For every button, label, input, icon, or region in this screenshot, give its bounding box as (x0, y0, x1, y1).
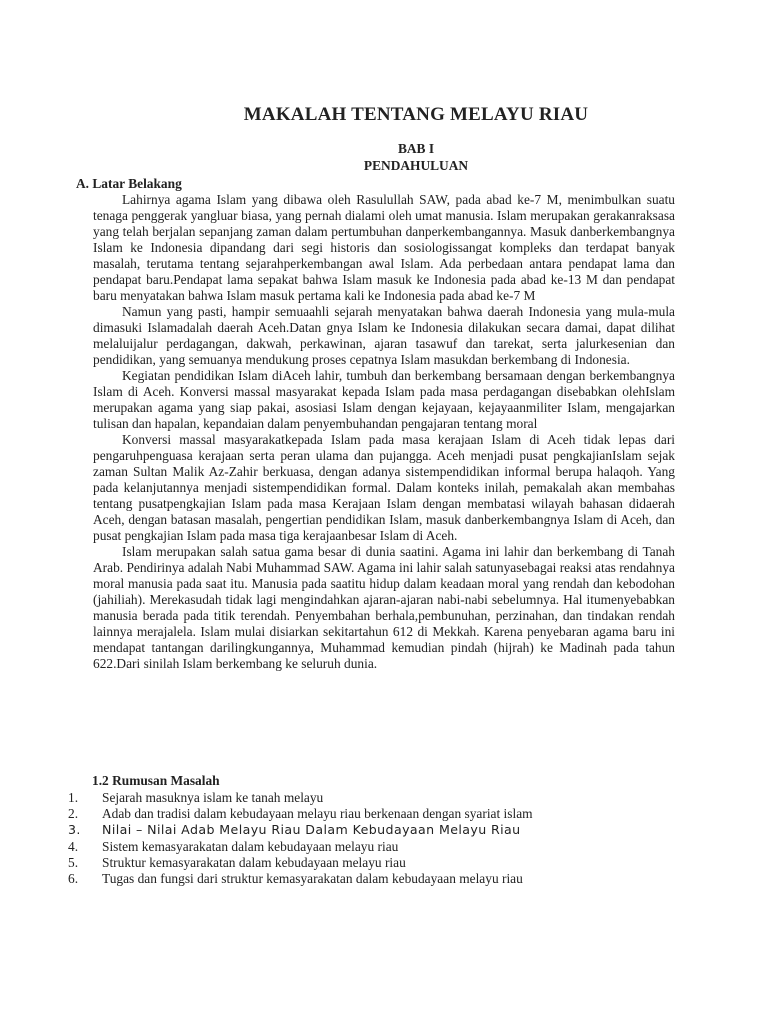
list-item (68, 871, 688, 887)
list-item-text: Sejarah masuknya islam ke tanah melayu (102, 790, 324, 805)
list-number: 4. (68, 839, 79, 854)
rumusan-masalah-list (68, 790, 688, 887)
list-number: 5. (68, 855, 79, 870)
list-number: 2. (68, 806, 79, 821)
list-item-text: Struktur kemasyarakatan dalam kebudayaan melayu riau (102, 855, 406, 870)
paragraph: Lahirnya agama Islam yang dibawa oleh Rasulullah SAW, pada abad ke-7 M, menimbulkan suatu tenaga penggerak yangluar biasa, yang pernah dialami oleh umat manusia. Islam merupakan gerakanraksasa yang telah berjalan sepanjang zaman dalam pertumbuhan danperkembangannya. Masuk danberkembangnya Islam ke Indonesia dipandang dari segi historis dan sosiologissangat kompleks dan terdapat banyak masalah, terutama tentang sejarahperkembangan awal Islam. Ada perbedaan antara pendapat lama dan pendapat baru.Pendapat lama sepakat bahwa Islam masuk ke Indonesia pada abad ke-13 M dan pendapat baru menyatakan bahwa Islam masuk pertama kali ke Indonesia pada abad ke-7 M (93, 192, 675, 303)
list-item (68, 806, 688, 822)
list-item-text: Sistem kemasyarakatan dalam kebudayaan melayu riau (102, 839, 399, 854)
list-item (68, 855, 688, 871)
list-item-text: Adab dan tradisi dalam kebudayaan melayu riau berkenaan dengan syariat islam (102, 806, 533, 821)
chapter-title: PENDAHULUAN (363, 158, 469, 173)
list-item (68, 822, 688, 839)
list-number: 6. (68, 871, 79, 886)
list-number: 1. (68, 790, 79, 805)
chapter-number: BAB I (397, 141, 435, 156)
section-heading-rumusan-masalah: 1.2 Rumusan Masalah (92, 773, 220, 788)
section-heading-latar-belakang: A. Latar Belakang (76, 176, 182, 191)
body-text (93, 192, 675, 672)
paragraph: Konversi massal masyarakatkepada Islam pada masa kerajaan Islam di Aceh tidak lepas dari pengaruhpenguasa kerajaan serta peran ulama dan pujangga. Aceh menjadi pusat pengkajianIslam sejak zaman Sultan Malik Az-Zahir berkuasa, dengan adanya sistempendidikan informal berupa halaqoh. Yang pada kelanjutannya menjadi sistempendidikan formal. Dalam konteks inilah, pemakalah akan membahas tentang pusatpengkajian Islam pada masa Kerajaan Islam dengan membatasi wilayah bahasan didaerah Aceh, dengan batasan masalah, pengertian pendidikan Islam, masuk danberkembangnya Islam di Aceh, dan pusat pengkajian Islam pada masa tiga kerajaanbesar Islam di Aceh. (93, 432, 675, 543)
paragraph: Namun yang pasti, hampir semuaahli sejarah menyatakan bahwa daerah Indonesia yang mula-mula dimasuki Islamadalah daerah Aceh.Datan gnya Islam ke Indonesia dilakukan secara damai, dapat dilihat melaluijalur perdagangan, dakwah, perkawinan, ajaran tasawuf dan tarekat, serta jalurkesenian dan pendidikan, yang semuanya mendukung proses cepatnya Islam masukdan berkembang di Indonesia. (93, 304, 675, 367)
list-item-text: Nilai – Nilai Adab Melayu Riau Dalam Kebudayaan Melayu Riau (102, 822, 521, 837)
paragraph: Islam merupakan salah satua gama besar di dunia saatini. Agama ini lahir dan berkembang di Tanah Arab. Pendirinya adalah Nabi Muhammad SAW. Agama ini lahir salah satunyasebagai reaksi atas rendahnya moral manusia pada saat itu. Manusia pada saatitu hidup dalam keadaan moral yang rendah dan kebodohan (jahiliah). Merekasudah tidak lagi mengindahkan ajaran-ajaran nabi-nabi sebelumnya. Hal itumenyebabkan manusia berada pada titik terendah. Penyembahan berhala,pembunuhan, perzinahan, dan tindakan rendah lainnya merajalela. Islam mulai disiarkan sekitartahun 612 di Mekkah. Karena penyebaran agama baru ini mendapat tantangan darilingkungannya, Muhammad kemudian pindah (hijrah) ke Madinah pada tahun 622.Dari sinilah Islam berkembang ke seluruh dunia. (93, 544, 675, 671)
paragraph: Kegiatan pendidikan Islam diAceh lahir, tumbuh dan berkembang bersamaan dengan berkembangnya Islam di Aceh. Konversi massal masyarakat kepada Islam pada masa perdagangan disebabkan olehIslam merupakan agama yang siap pakai, asosiasi Islam dengan kejayaan, kejayaanmiliter Islam, mengajarkan tulisan dan hapalan, kepandaian dalam penyembuhandan pengajaran tentang moral (93, 368, 675, 431)
document-title: MAKALAH TENTANG MELAYU RIAU (243, 104, 589, 125)
list-item-text: Tugas dan fungsi dari struktur kemasyarakatan dalam kebudayaan melayu riau (102, 871, 523, 886)
list-item (68, 839, 688, 855)
list-item (68, 790, 688, 806)
list-number: 3. (68, 822, 81, 837)
